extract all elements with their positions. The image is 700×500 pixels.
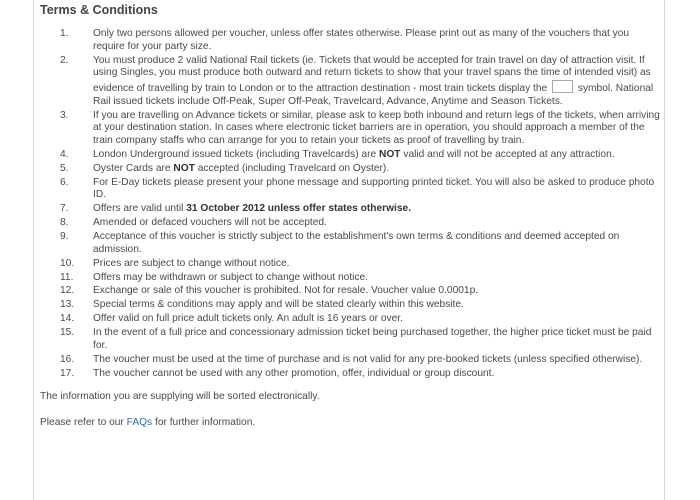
item-text: If you are travelling on Advance tickets or similar, please ask to keep both inbound and return legs of the tickets, when arriving at your destination station. In cases where electronic ticket barriers are in operation, you should approach a member of the train company staffs who can arrange for you to retain your tickets as proof of travelling by train. <box>93 109 660 146</box>
list-item <box>40 285 660 298</box>
item-number: 2. <box>60 54 69 66</box>
item-text: Offers are valid until <box>93 203 184 215</box>
terms-title: Terms & Conditions <box>40 3 158 17</box>
item-text: The voucher must be used at the time of purchase and is not valid for any pre-booked tickets (unless specified otherwise). <box>93 353 643 365</box>
item-text: In the event of a full price and concessionary admission ticket being purchased together, the higher price ticket must be paid for. <box>93 327 652 351</box>
list-item <box>40 299 660 312</box>
item-number: 5. <box>60 162 69 174</box>
item-text: Special terms & conditions may apply and will be stated clearly within this website. <box>93 299 464 311</box>
terms-panel <box>33 0 665 500</box>
national-rail-symbol-icon <box>552 80 573 93</box>
item-number: 9. <box>60 231 69 243</box>
list-item <box>40 258 660 271</box>
list-item <box>40 313 660 326</box>
list-item <box>40 163 660 176</box>
list-item <box>40 177 660 202</box>
item-text: valid and will not be accepted at any attraction. <box>403 148 615 160</box>
item-text: Prices are subject to change without notice. <box>93 257 290 269</box>
item-text: For E-Day tickets please present your phone message and supporting printed ticket. You will also be asked to produce photo ID. <box>93 176 655 201</box>
item-text: Offer valid on full price adult tickets only. An adult is 16 years or over. <box>93 313 403 325</box>
faq-prefix: Please refer to our <box>40 417 124 429</box>
item-emphasis: 31 October 2012 unless offer states otherwise. <box>186 203 412 215</box>
list-item <box>40 217 660 230</box>
faq-link[interactable]: FAQs <box>126 417 153 429</box>
item-text: The voucher cannot be used with any other promotion, offer, individual or group discount. <box>93 367 495 379</box>
item-number: 6. <box>60 176 69 188</box>
list-item <box>40 110 660 148</box>
item-text: accepted (including Travelcard on Oyster). <box>197 162 390 174</box>
list-item <box>40 55 660 109</box>
item-number: 3. <box>60 109 69 121</box>
item-text: Only two persons allowed per voucher, unless offer states otherwise. Please print out as many of the vouchers that you require for your party size. <box>93 28 630 52</box>
list-item <box>40 327 660 352</box>
item-number: 7. <box>60 203 69 215</box>
item-text: Acceptance of this voucher is strictly subject to the establishment's own terms & conditions and deemed accepted on admission. <box>93 231 620 255</box>
list-item <box>40 149 660 162</box>
item-number: 4. <box>60 148 69 160</box>
terms-list <box>40 28 660 380</box>
item-number: 13. <box>60 299 75 311</box>
item-number: 14. <box>60 313 75 325</box>
item-number: 16. <box>60 353 75 365</box>
item-number: 8. <box>60 217 69 229</box>
list-item <box>40 231 660 256</box>
list-item <box>40 28 660 53</box>
item-number: 17. <box>60 367 75 379</box>
item-text: symbol. National Rail issued tickets include Off-Peak, Super Off-Peak, Travelcard, Advance, Anytime and Season Tickets. <box>93 83 654 107</box>
item-text: London Underground issued tickets (including Travelcards) are <box>93 148 377 160</box>
item-text: Offers may be withdrawn or subject to change without notice. <box>93 271 369 283</box>
item-text: Amended or defaced vouchers will not be accepted. <box>93 217 327 229</box>
list-item <box>40 368 660 381</box>
faq-suffix: for further information. <box>154 417 256 429</box>
item-emphasis: NOT <box>173 162 195 174</box>
item-number: 10. <box>60 257 75 269</box>
item-text: Exchange or sale of this voucher is prohibited. Not for resale. Voucher value 0.0001p. <box>93 285 479 297</box>
item-number: 11. <box>60 271 74 283</box>
item-number: 15. <box>60 327 75 339</box>
list-item <box>40 272 660 285</box>
item-emphasis: NOT <box>378 148 401 160</box>
list-item <box>40 203 660 216</box>
item-text: You must produce 2 valid National Rail tickets (ie. Tickets that would be accepted for train travel on day of attraction visit. If using Singles, you must produce both outward and return tickets to show that your travel spans the time of intended visit) as evidence of travelling by train to London or to the attraction destination - most train tickets display the <box>93 54 651 94</box>
terms-content <box>40 2 660 429</box>
info-text: The information you are supplying will be sorted electronically. <box>40 391 320 403</box>
item-number: 1. <box>60 28 69 39</box>
item-number: 12. <box>60 285 75 297</box>
item-text: Oyster Cards are <box>93 162 171 174</box>
faq-line <box>40 416 660 429</box>
list-item <box>40 354 660 367</box>
